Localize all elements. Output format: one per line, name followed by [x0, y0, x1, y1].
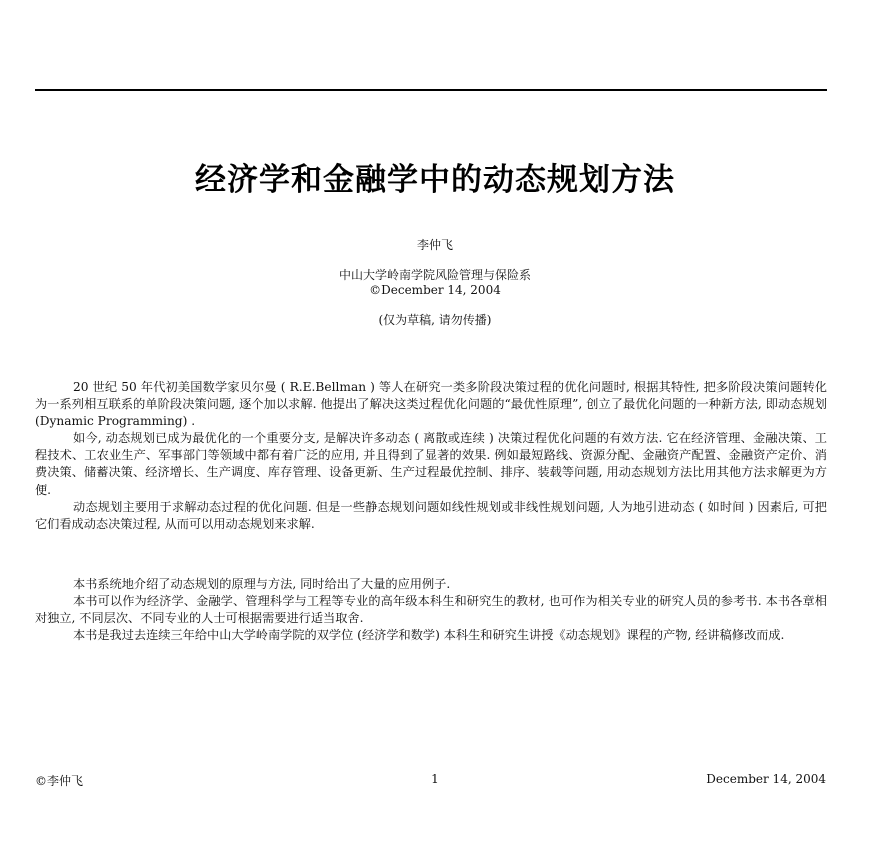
document-date: ©December 14, 2004 — [369, 283, 501, 297]
paragraph: 动态规划主要用于求解动态过程的优化问题. 但是一些静态规划问题如线性规划或非线性规划问题, 人为地引进动态 ( 如时间 ) 因素后, 可把它们看成动态决策过程, 从而可以用动态规划来求解. — [35, 499, 827, 531]
footer-page-number: 1 — [431, 772, 439, 786]
preface-block-2 — [35, 576, 827, 644]
paragraph: 如今, 动态规划已成为最优化的一个重要分支, 是解决许多动态 ( 离散或连续 ) 决策过程优化问题的有效方法. 它在经济管理、金融决策、工程技术、工农业生产、军事部门等领域中都有着广泛的应用, 并且得到了显著的效果. 例如最短路线、资源分配、金融资产配置、金融资产定价、消费决策、储蓄决策、经济增长、生产调度、库存管理、设备更新、生产过程最优控制、排序、装载等问题, 用动态规划方法比用其他方法求解更为方便. — [35, 431, 827, 497]
preface-block-1 — [35, 379, 827, 533]
document-title: 经济学和金融学中的动态规划方法 — [195, 162, 675, 198]
footer-date: December 14, 2004 — [706, 772, 826, 786]
paragraph: 本书系统地介绍了动态规划的原理与方法, 同时给出了大量的应用例子. — [73, 577, 451, 591]
header-rule — [35, 89, 827, 91]
paragraph: 本书可以作为经济学、金融学、管理科学与工程等专业的高年级本科生和研究生的教材, 也可作为相关专业的研究人员的参考书. 本书各章相对独立, 不同层次、不同专业的人士可根据需要进行适当取舍. — [35, 594, 827, 626]
footer-copyright: ©李仲飞 — [35, 774, 84, 788]
author-affiliation: 中山大学岭南学院风险管理与保险系 — [338, 268, 531, 282]
author-name: 李仲飞 — [416, 238, 453, 252]
paragraph: 20 世纪 50 年代初美国数学家贝尔曼 ( R.E.Bellman ) 等人在研究一类多阶段决策过程的优化问题时, 根据其特性, 把多阶段决策问题转化为一系列相互联系的单阶段决策问题, 逐个加以求解. 他提出了解决这类过程优化问题的“最优性原理”, 创立了最优化问题的一种新方法, 即动态规划 (Dynamic Programming) . — [35, 380, 827, 429]
paragraph: 本书是我过去连续三年给中山大学岭南学院的双学位 (经济学和数学) 本科生和研究生讲授《动态规划》课程的产物, 经讲稿修改而成. — [73, 628, 785, 643]
draft-note: (仅为草稿, 请勿传播) — [378, 313, 492, 327]
